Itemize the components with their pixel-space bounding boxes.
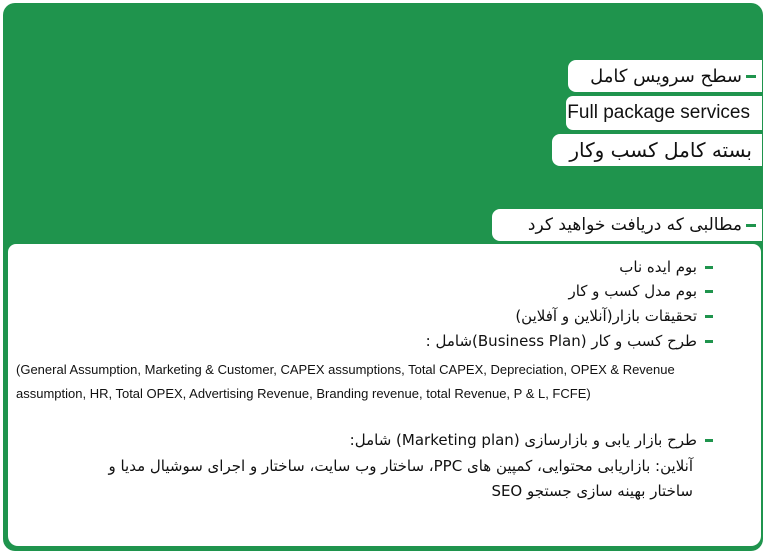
list-item [568, 282, 713, 300]
dash-bullet-icon [705, 340, 713, 343]
deliverables-heading [492, 209, 762, 241]
dash-bullet-icon [746, 224, 756, 227]
service-level-label [568, 60, 762, 92]
dash-bullet-icon [705, 290, 713, 293]
dash-bullet-icon [705, 439, 713, 442]
marketing-plan-detail: ساختار بهینه سازی جستجو SEO [491, 482, 693, 500]
business-plan-details [16, 358, 726, 406]
list-item-text: بوم ایده ناب [619, 258, 697, 276]
list-item [619, 258, 713, 276]
business-plan-line: assumption, HR, Total OPEX, Advertising Revenue, Branding revenue, total Revenue, P & L, FCFE) [16, 386, 591, 401]
service-level-text: سطح سرویس کامل [590, 65, 742, 87]
deliverables-panel [8, 244, 761, 546]
dash-bullet-icon [705, 315, 713, 318]
deliverables-heading-text: مطالبی که دریافت خواهید کرد [527, 215, 742, 235]
marketing-plan-detail: آنلاین: بازاریابی محتوایی، کمپین های PPC، ساختار وب سایت، ساختار و اجرای سوشیال مدیا و [108, 457, 693, 475]
marketing-plan-item [350, 431, 713, 449]
list-item [515, 307, 713, 325]
dash-bullet-icon [746, 75, 756, 78]
dash-bullet-icon [705, 266, 713, 269]
list-item-text: طرح کسب و کار (Business Plan)شامل : [425, 332, 697, 350]
list-item [426, 332, 713, 350]
package-title-en-text: Full package services [567, 102, 750, 123]
list-item-text: تحقیقات بازار(آنلاین و آفلاین) [515, 307, 697, 325]
package-title-fa [552, 134, 762, 166]
list-item-text: بوم مدل کسب و کار [568, 282, 697, 300]
business-plan-line: (General Assumption, Marketing & Customer, CAPEX assumptions, Total CAPEX, Depreciation, OPEX & Revenue [16, 362, 675, 377]
marketing-plan-title: طرح بازار یابی و بازارسازی (Marketing plan) شامل: [349, 431, 697, 449]
package-title-en [566, 96, 762, 130]
package-title-fa-text: بسته کامل کسب وکار [569, 138, 752, 162]
